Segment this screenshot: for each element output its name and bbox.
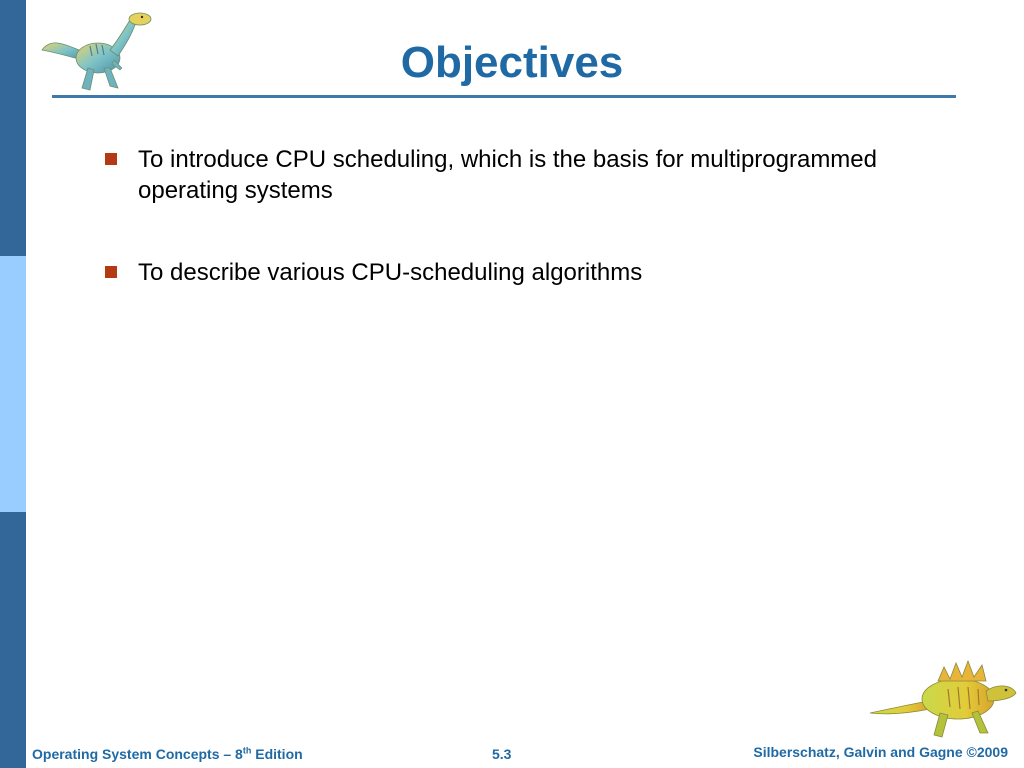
bullet-list xyxy=(100,144,980,339)
footer-book-title xyxy=(32,746,303,762)
footer-book-title-superscript: th xyxy=(242,745,252,756)
footer-book-title-prefix: Operating System Concepts – 8 xyxy=(32,746,243,762)
side-color-bar xyxy=(0,0,26,768)
footer-book-title-suffix: Edition xyxy=(251,746,303,762)
side-bar-middle-segment xyxy=(0,256,26,512)
bullet-item xyxy=(100,257,980,288)
bullet-square-icon xyxy=(105,153,117,165)
title-divider xyxy=(52,95,956,98)
bullet-text: To introduce CPU scheduling, which is the basis for multiprogrammed operating systems xyxy=(138,146,877,204)
bullet-square-icon xyxy=(105,266,117,278)
slide-title: Objectives xyxy=(400,38,624,87)
bullet-item xyxy=(100,144,980,206)
dinosaur-icon xyxy=(868,655,1018,740)
footer-copyright: Silberschatz, Galvin and Gagne ©2009 xyxy=(753,744,1008,760)
side-bar-bottom-segment xyxy=(0,512,26,768)
bullet-text: To describe various CPU-scheduling algorithms xyxy=(138,259,643,286)
footer-page-number: 5.3 xyxy=(492,746,512,762)
